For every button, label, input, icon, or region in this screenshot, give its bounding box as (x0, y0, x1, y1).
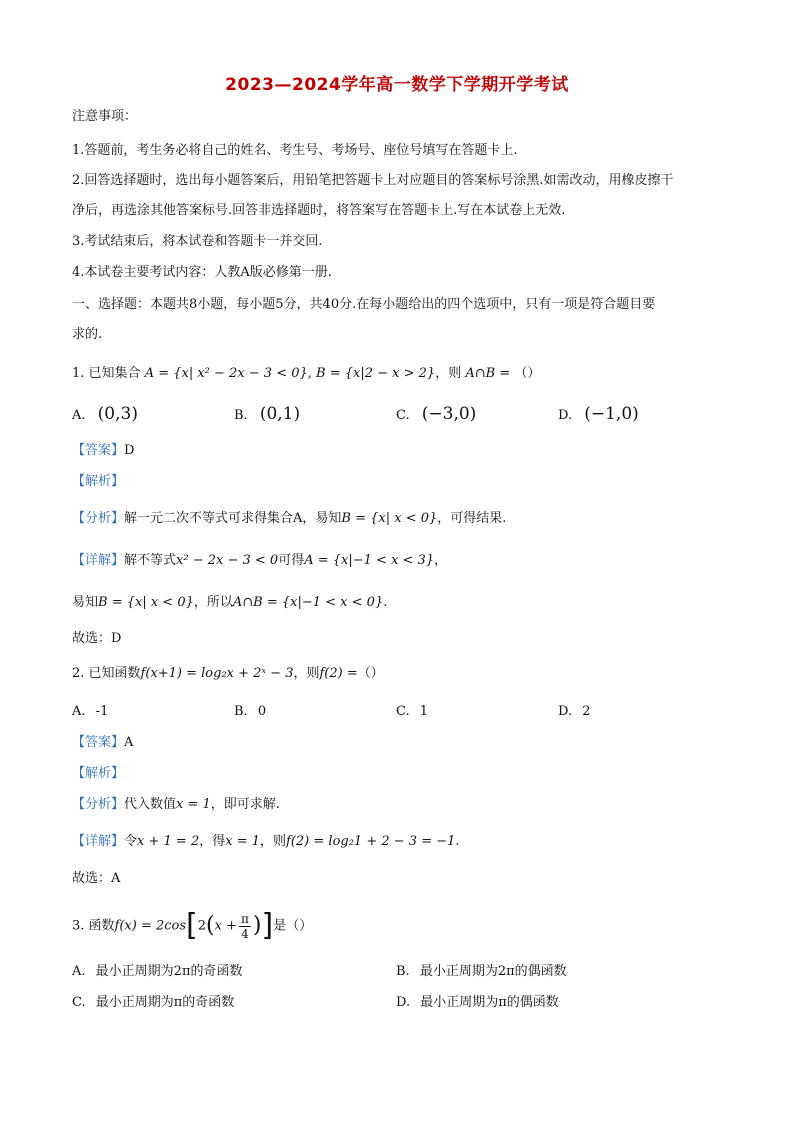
q2-option-a[interactable] (72, 703, 108, 721)
option-value: (−3,0) (421, 404, 477, 424)
q1-expr: A∩B = (465, 366, 511, 381)
option-value: 最小正周期为2π的偶函数 (419, 964, 567, 979)
xiangjie-label: 【详解】 (72, 553, 125, 568)
option-label: C. (396, 704, 410, 719)
answer-label: 【答案】 (72, 443, 125, 458)
q2-analysis-label: 【解析】 (72, 766, 125, 781)
q3-option-c[interactable] (72, 994, 234, 1012)
option-label: C. (396, 408, 410, 423)
option-label: D. (558, 704, 573, 719)
option-value: (0,1) (259, 404, 301, 424)
pi-over-4: $\frac{\pi}{4}$ (241, 911, 249, 941)
q1-fenxi: 【分析】解一元二次不等式可求得集合A，易知B = {x| x < 0}，可得结果. (72, 511, 507, 526)
q1-xiangjie: 【详解】解不等式x² − 2x − 3 < 0可得A = {x|−1 < x < 3}， (72, 553, 448, 568)
right-bracket-icon: ] (261, 908, 274, 943)
q2-fenxi: 【分析】代入数值x = 1，即可求解. (72, 797, 280, 812)
q2-option-c[interactable] (396, 703, 428, 721)
option-label: B. (234, 704, 248, 719)
answer-label: 【答案】 (72, 735, 125, 750)
answer-value: D (124, 443, 135, 458)
notice-item: 4.本试卷主要考试内容：人教A版必修第一册. (72, 265, 332, 280)
q2-option-d[interactable] (558, 703, 591, 721)
question-2-stem: 2. 已知函数f(x+1) = log₂x + 2ˣ − 3，则f(2) =（） (72, 666, 384, 681)
notice-item: 2.回答选择题时，选出每小题答案后，用铅笔把答题卡上对应题目的答案标号涂黑.如需改动，用橡皮擦干 (72, 173, 674, 188)
option-label: D. (396, 995, 411, 1010)
notice-item: 1.答题前，考生务必将自己的姓名、考生号、考场号、座位号填写在答题卡上. (72, 143, 518, 158)
page-title: 2023—2024学年高一数学下学期开学考试 (225, 75, 569, 95)
option-value: 最小正周期为π的偶函数 (420, 995, 559, 1010)
fenxi-label: 【分析】 (72, 797, 125, 812)
notice-item: 3.考试结束后，将本试卷和答题卡一并交回. (72, 234, 323, 249)
q2-option-b[interactable] (234, 703, 266, 721)
q3-prefix: 3. 函数 (72, 918, 115, 934)
q1-analysis-label: 【解析】 (72, 474, 125, 489)
q1-prefix: 1. 已知集合 (72, 366, 141, 381)
q1-option-c[interactable] (396, 405, 476, 425)
xiangjie-label: 【详解】 (72, 834, 125, 849)
option-value: (−1,0) (584, 404, 639, 424)
q1-xiangjie-cont: 易知B = {x| x < 0}，所以A∩B = {x|−1 < x < 0}. (72, 595, 388, 610)
option-value: 0 (257, 704, 267, 719)
option-label: A. (72, 964, 86, 979)
q3-func: f(x) = 2cos (114, 918, 187, 934)
q1-option-b[interactable] (234, 405, 300, 425)
left-bracket-icon: [ (186, 908, 198, 943)
section-header-cont: 求的. (72, 327, 103, 342)
option-value: 最小正周期为π的奇函数 (95, 995, 235, 1010)
option-label: B. (396, 964, 410, 979)
option-value: 2 (582, 704, 591, 719)
option-value: 1 (419, 704, 429, 719)
q1-choose: 故选：D (72, 631, 122, 646)
option-label: D. (558, 408, 573, 423)
q1-option-a[interactable] (72, 405, 138, 425)
question-1-stem (72, 365, 540, 383)
q2-prefix: 2. 已知函数 (72, 666, 141, 681)
q2-ask: f(2) = (319, 666, 358, 681)
q1-then: ，则 (435, 366, 462, 381)
q1-answer (72, 442, 134, 460)
q3-option-d[interactable] (396, 994, 559, 1012)
q1-option-d[interactable] (558, 405, 639, 425)
notice-item: 净后，再选涂其他答案标号.回答非选择题时，将答案写在答题卡上.写在本试卷上无效. (72, 203, 566, 218)
option-label: A. (72, 704, 86, 719)
option-label: A. (72, 408, 86, 423)
q1-set-a: A = {x| x² − 2x − 3 < 0} (144, 366, 308, 381)
q3-option-b[interactable] (396, 963, 567, 981)
option-value: (0,3) (97, 404, 138, 424)
option-value: -1 (95, 704, 109, 719)
q2-answer (72, 734, 133, 752)
option-label: C. (72, 995, 86, 1010)
notice-heading: 注意事项： (72, 109, 138, 124)
section-header: 一、选择题：本题共8小题，每小题5分，共40分.在每小题给出的四个选项中，只有一项是符合题目要 (72, 297, 656, 312)
right-paren-icon: ) (252, 913, 262, 938)
q3-option-a[interactable] (72, 963, 243, 981)
answer-value: A (124, 735, 134, 750)
q2-choose: 故选：A (72, 871, 121, 886)
q2-xiangjie: 【详解】令x + 1 = 2，得x = 1，则f(2) = log₂1 + 2 − 3 = −1. (72, 834, 460, 849)
option-value: 最小正周期为2π的奇函数 (95, 964, 243, 979)
question-3-stem: 3. 函数f(x) = 2cos[2(x + $\frac{\pi}{4}$ )]是（） (72, 908, 313, 943)
option-label: B. (234, 408, 248, 423)
q1-tail: （） (514, 366, 541, 381)
q1-set-b: , B = {x|2 − x > 2} (307, 366, 436, 381)
fenxi-label: 【分析】 (72, 511, 125, 526)
q2-func: f(x+1) = log₂x + 2ˣ − 3 (140, 666, 294, 681)
left-paren-icon: ( (206, 913, 215, 938)
